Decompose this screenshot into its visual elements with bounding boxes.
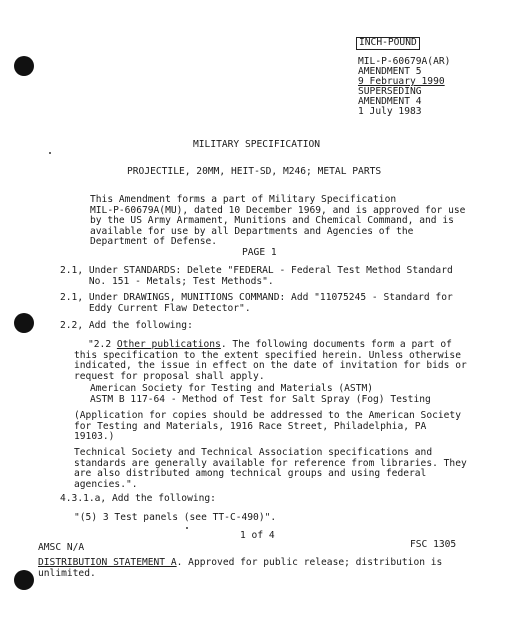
astm-method: ASTM B 117-64 - Method of Test for Salt Spray (Fog) Testing [90,393,431,405]
page-number: 1 of 4 [240,530,275,541]
application-line: (Application for copies should be addressed to the American Society [74,410,461,421]
binder-hole-middle [14,313,34,333]
pub-prefix: "2.2 [88,339,117,350]
distribution-statement [38,558,442,579]
distribution-line-2: unlimited. [38,567,96,579]
intro-line: by the US Army Armament, Munitions and Chemical Command, and is [90,215,454,227]
speck [49,152,51,154]
astm-reference [90,384,431,405]
amendment-number: AMENDMENT 5 [358,66,422,77]
binder-hole-top [14,56,34,76]
doc-number: MIL-P-60679A(AR) [358,56,451,67]
document-subtitle: PROJECTILE, 20MM, HEIT-SD, M246; METAL PARTS [127,166,382,177]
item-add-following: 2.2, Add the following: [60,320,193,331]
technical-line: agencies.". [74,478,138,490]
item-431a: 4.3.1.a, Add the following: [60,493,216,504]
item-drawings [60,293,453,314]
item-standards [60,266,453,287]
intro-line: available for use by all Departments and Agencies of the [90,225,414,237]
distribution-line-1 [38,558,442,569]
intro-line: Department of Defense. [90,236,218,248]
amsc-label: AMSC N/A [38,542,85,553]
publications-paragraph [74,340,467,382]
item-line: Eddy Current Flaw Detector". [60,302,251,314]
superseding-label: SUPERSEDING [358,86,422,97]
technical-paragraph [74,448,467,490]
inch-pound-badge: INCH-POUND [356,37,420,50]
amendment-date: 9 February 1990 [358,76,445,87]
distribution-rest: . Approved for public release; distribution is [176,557,443,568]
intro-line: MIL-P-60679A(MU), dated 10 December 1969, and is approved for use [90,204,466,216]
item-line: No. 151 - Metals; Test Methods". [60,275,274,287]
publications-first-line [74,340,467,351]
binder-hole-bottom [14,570,34,590]
distribution-label: DISTRIBUTION STATEMENT A [38,557,177,568]
pub-line: this specification to the extent specified herein. Unless otherwise [74,349,461,361]
application-paragraph [74,411,461,443]
superseded-amendment: AMENDMENT 4 [358,96,422,107]
item-line: 2.1, Under STANDARDS: Delete "FEDERAL - Federal Test Method Standard [60,265,453,276]
astm-org: American Society for Testing and Materials (ASTM) [90,383,374,394]
technical-line: are also distributed among technical groups and using federal [74,468,427,480]
application-line: 19103.) [74,431,115,443]
fsc-label: FSC 1305 [410,539,457,550]
superseded-date: 1 July 1983 [358,106,422,117]
intro-line: This Amendment forms a part of Military Specification [90,194,397,205]
technical-line: standards are generally available for reference from libraries. They [74,457,467,469]
technical-line: Technical Society and Technical Association specifications and [74,447,433,458]
document-title: MILITARY SPECIFICATION [193,139,321,150]
page-heading: PAGE 1 [242,247,277,258]
pub-line: indicated, the issue in effect on the date of invitation for bids or [74,360,467,372]
pub-line1-rest: . The following documents form a part of [220,339,452,350]
item-line: 2.1, Under DRAWINGS, MUNITIONS COMMAND: Add "11075245 - Standard for [60,292,453,303]
speck [186,527,188,529]
pub-line: request for proposal shall apply. [74,370,265,382]
other-publications-heading: Other publications [116,339,221,350]
application-line: for Testing and Materials, 1916 Race Street, Philadelphia, PA [74,420,427,432]
item-test-panels: "(5) 3 Test panels (see TT-C-490)". [74,512,277,523]
intro-paragraph [90,195,465,248]
